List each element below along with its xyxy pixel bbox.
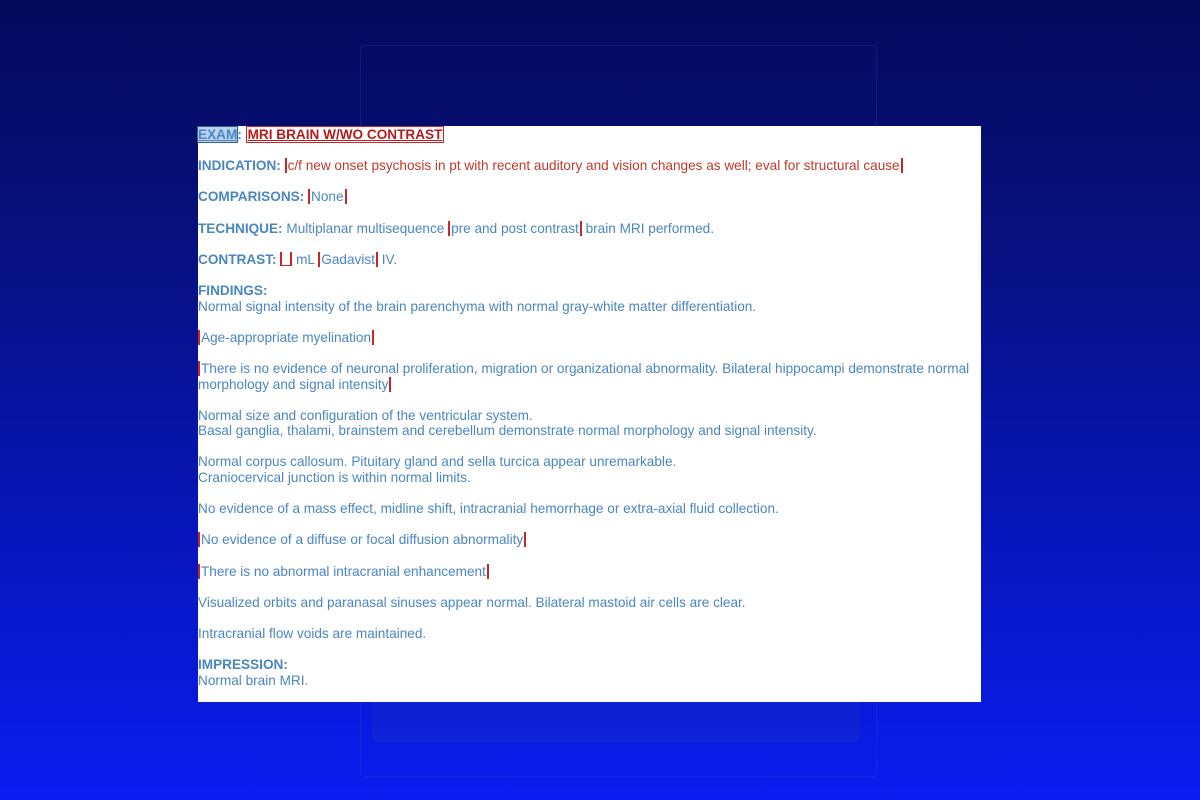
findings-mass-effect: No evidence of a mass effect, midline shift, intracranial hemorrhage or extra-axial fluid collection.	[198, 501, 779, 517]
findings-diffusion-line	[198, 532, 981, 548]
technique-line	[198, 221, 981, 237]
findings-myelination-field[interactable]: Age-appropriate myelination	[198, 330, 374, 345]
contrast-amount-field[interactable]	[280, 252, 292, 266]
comparisons-line	[198, 189, 981, 205]
comparisons-label: COMPARISONS:	[198, 189, 305, 205]
technique-text-post: brain MRI performed.	[585, 220, 715, 236]
findings-craniocervical: Craniocervical junction is within normal limits.	[198, 470, 471, 486]
findings-callosum-block	[198, 454, 981, 485]
contrast-unit: mL	[296, 251, 315, 267]
findings-callosum: Normal corpus callosum. Pituitary gland and sella turcica appear unremarkable.	[198, 454, 677, 470]
findings-hippocampi-field[interactable]: There is no evidence of neuronal proliferation, migration or organizational abnormality. Bilateral hippocampi demonstrate normal morphology and signal intensity	[198, 360, 970, 392]
exam-value-field[interactable]: MRI BRAIN W/WO CONTRAST	[247, 127, 443, 142]
indication-line	[198, 158, 981, 174]
indication-label: INDICATION:	[198, 158, 281, 174]
indication-field[interactable]: c/f new onset psychosis in pt with recent auditory and vision changes as well; eval for structural cause	[285, 158, 903, 173]
contrast-line	[198, 252, 981, 268]
impression-label: IMPRESSION:	[198, 657, 288, 673]
findings-hippocampi-line	[198, 361, 981, 392]
technique-text-pre: Multiplanar multisequence	[286, 220, 445, 236]
findings-diffusion-field[interactable]: No evidence of a diffuse or focal diffusion abnormality	[198, 532, 526, 547]
comparisons-field[interactable]: None	[308, 189, 347, 204]
findings-block	[198, 283, 981, 314]
exam-colon: :	[237, 127, 242, 142]
impression-text: Normal brain MRI.	[198, 672, 309, 688]
findings-ventricles: Normal size and configuration of the ventricular system.	[198, 407, 533, 423]
findings-flow-voids: Intracranial flow voids are maintained.	[198, 626, 427, 641]
findings-myelination-line	[198, 330, 981, 346]
findings-enhancement-line	[198, 564, 981, 580]
findings-basal-ganglia: Basal ganglia, thalami, brainstem and cerebellum demonstrate normal morphology and signal intensity.	[198, 423, 817, 439]
exam-line	[198, 127, 981, 143]
findings-orbits: Visualized orbits and paranasal sinuses appear normal. Bilateral mastoid air cells are clear.	[198, 594, 746, 610]
technique-field[interactable]: pre and post contrast	[448, 221, 582, 236]
exam-label: EXAM	[198, 127, 238, 142]
findings-orbits-line	[198, 595, 981, 611]
findings-enhancement-field[interactable]: There is no abnormal intracranial enhancement	[198, 564, 489, 579]
contrast-label: CONTRAST:	[198, 251, 277, 267]
report-document	[198, 126, 981, 702]
impression-block	[198, 657, 981, 688]
findings-label: FINDINGS:	[198, 282, 268, 298]
technique-label: TECHNIQUE:	[198, 220, 283, 236]
findings-ventricles-block	[198, 408, 981, 439]
findings-parenchyma: Normal signal intensity of the brain parenchyma with normal gray-white matter differentiation.	[198, 298, 757, 314]
findings-mass-effect-line	[198, 501, 981, 517]
contrast-agent-field[interactable]: Gadavist	[318, 252, 378, 267]
contrast-route: IV.	[381, 251, 398, 267]
findings-flow-voids-line	[198, 626, 981, 642]
